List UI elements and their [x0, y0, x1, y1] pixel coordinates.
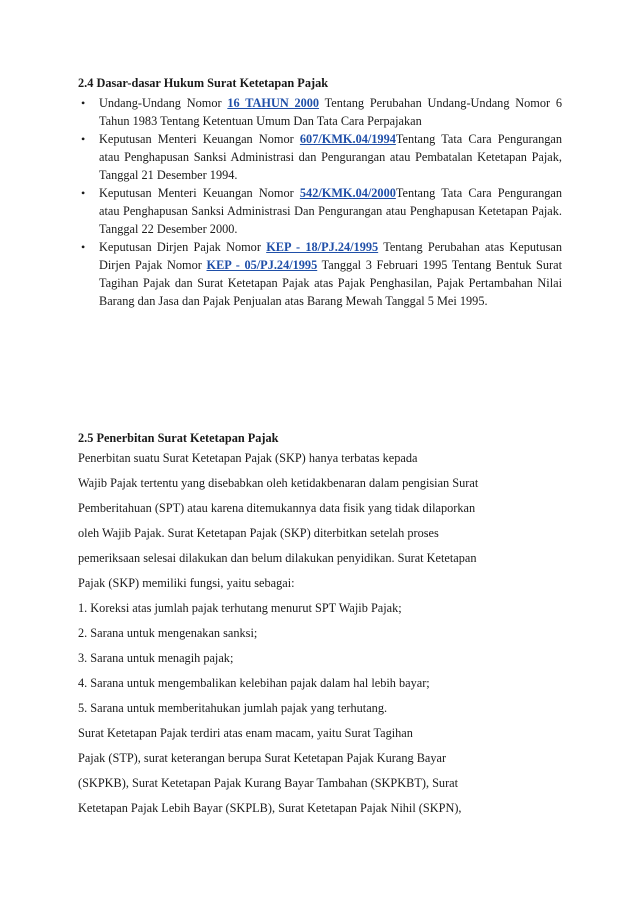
regulation-link[interactable]: 607/KMK.04/1994 — [299, 132, 396, 146]
list-item — [78, 238, 562, 310]
bullet-icon: • — [81, 96, 86, 110]
bullet-icon: • — [81, 186, 86, 200]
body-line: Wajib Pajak tertentu yang disebabkan oleh ketidakbenaran dalam pengisian Surat — [78, 476, 479, 490]
body-line: Surat Ketetapan Pajak terdiri atas enam macam, yaitu Surat Tagihan — [78, 726, 413, 740]
function-item: 2. Sarana untuk mengenakan sanksi; — [78, 626, 258, 640]
section-2-5-heading: 2.5 Penerbitan Surat Ketetapan Pajak — [78, 431, 279, 445]
item-text-pre: Keputusan Dirjen Pajak Nomor — [99, 240, 267, 254]
item-text-mid: Tentang Perubahan atas Keputusan Dirjen Pajak Nomor — [99, 240, 562, 272]
body-line: Pemberitahuan (SPT) atau karena ditemukannya data fisik yang tidak dilaporkan — [78, 501, 476, 515]
body-line: (SKPKB), Surat Ketetapan Pajak Kurang Bayar Tambahan (SKPKBT), Surat — [78, 776, 459, 790]
body-line: Pajak (STP), surat keterangan berupa Surat Ketetapan Pajak Kurang Bayar — [78, 751, 447, 765]
bullet-icon: • — [81, 132, 86, 146]
body-line: pemeriksaan selesai dilakukan dan belum dilakukan penyidikan. Surat Ketetapan — [78, 551, 477, 565]
function-item: 3. Sarana untuk menagih pajak; — [78, 651, 234, 665]
item-text-post: Tentang Tata Cara Pengurangan atau Penghapusan Sanksi Administrasi Dan Pengurangan atau Penghapusan Ketetapan Pajak. Tanggal 22 Desember 2000. — [99, 186, 562, 236]
body-line: Ketetapan Pajak Lebih Bayar (SKPLB), Surat Ketetapan Pajak Nihil (SKPN), — [78, 801, 462, 815]
section-2-5-body — [78, 449, 562, 824]
item-text-pre: Keputusan Menteri Keuangan Nomor — [99, 186, 300, 200]
function-item: 5. Sarana untuk memberitahukan jumlah pajak yang terhutang. — [78, 701, 388, 715]
bullet-icon: • — [81, 240, 86, 254]
section-2-4-heading: 2.4 Dasar-dasar Hukum Surat Ketetapan Pajak — [78, 76, 329, 90]
function-item: 1. Koreksi atas jumlah pajak terhutang menurut SPT Wajib Pajak; — [78, 601, 402, 615]
legal-basis-list — [78, 94, 562, 310]
function-item: 4. Sarana untuk mengembalikan kelebihan pajak dalam hal lebih bayar; — [78, 676, 430, 690]
body-line: Penerbitan suatu Surat Ketetapan Pajak (SKP) hanya terbatas kepada — [78, 451, 418, 465]
item-text-post: Tanggal 3 Februari 1995 Tentang Bentuk Surat Tagihan Pajak dan Surat Ketetapan Pajak atas Pajak Penghasilan, Pajak Pertambahan Nilai Barang dan Jasa dan Pajak Penjualan atas Barang Mewah Tanggal 5 Mei 1995. — [99, 258, 562, 308]
regulation-link[interactable]: KEP - 18/PJ.24/1995 — [266, 240, 379, 254]
body-line: oleh Wajib Pajak. Surat Ketetapan Pajak (SKP) diterbitkan setelah proses — [78, 526, 439, 540]
item-text-pre: Keputusan Menteri Keuangan Nomor — [99, 132, 300, 146]
list-item — [78, 130, 562, 184]
regulation-link[interactable]: KEP - 05/PJ.24/1995 — [206, 258, 318, 272]
list-item — [78, 184, 562, 238]
body-line: Pajak (SKP) memiliki fungsi, yaitu sebagai: — [78, 576, 295, 590]
list-item — [78, 94, 562, 130]
item-text-post: Tentang Perubahan Undang-Undang Nomor 6 Tahun 1983 Tentang Ketentuan Umum Dan Tata Cara Perpajakan — [99, 96, 563, 128]
item-text-pre: Undang-Undang Nomor — [99, 96, 228, 110]
item-text-post: Tentang Tata Cara Pengurangan atau Penghapusan Sanksi Administrasi dan Pengurangan atau Pembatalan Ketetapan Pajak, Tanggal 21 Desember 1994. — [99, 132, 562, 182]
regulation-link[interactable]: 16 TAHUN 2000 — [227, 96, 320, 110]
regulation-link[interactable]: 542/KMK.04/2000 — [299, 186, 396, 200]
